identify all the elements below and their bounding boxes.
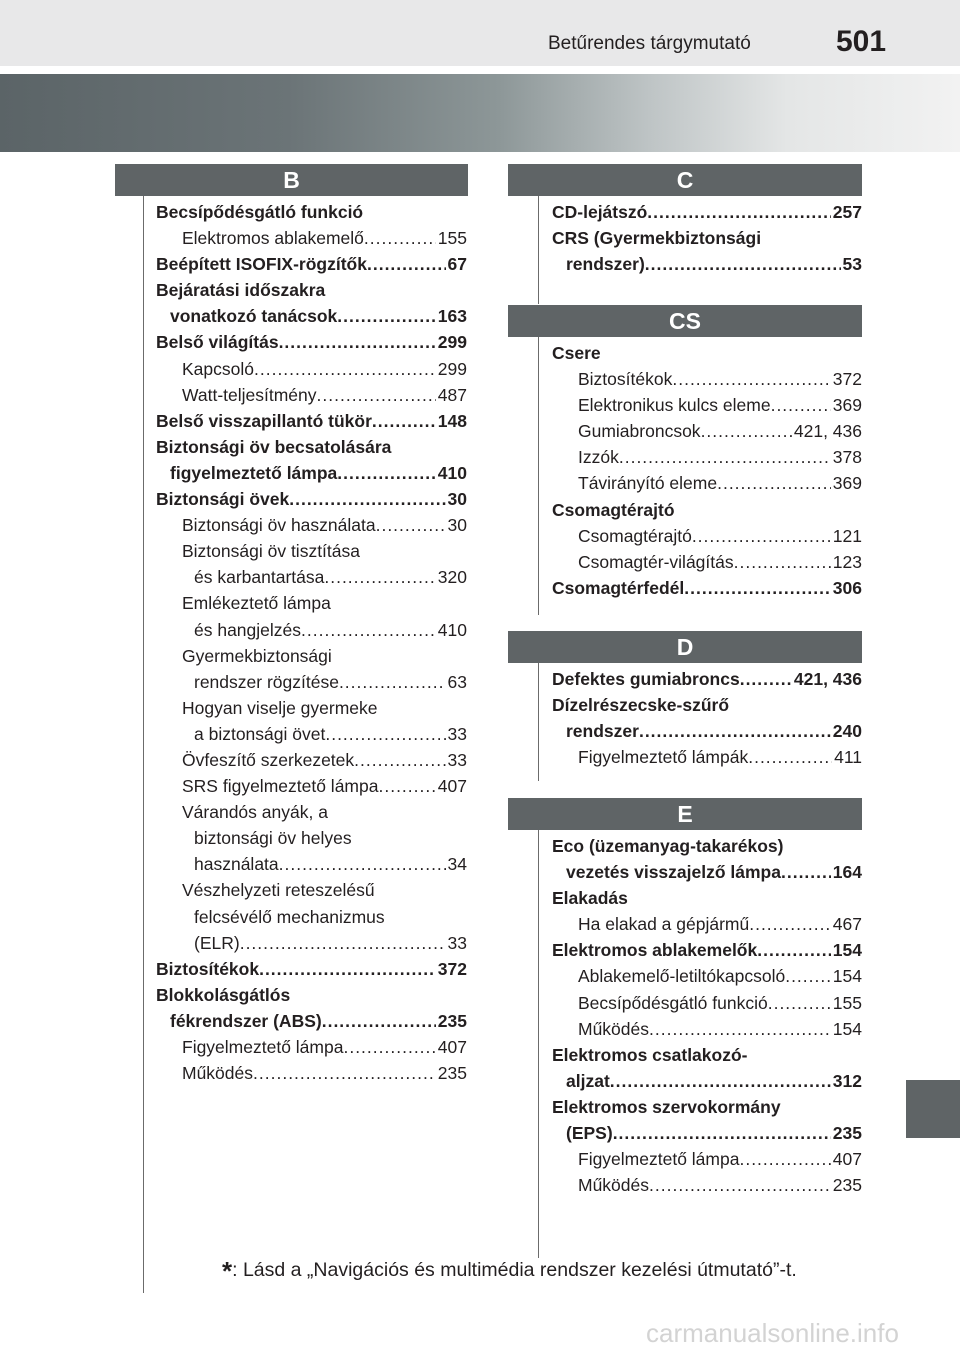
index-entry (156, 617, 467, 643)
index-entry-page: 240 (832, 721, 862, 742)
index-entry (156, 460, 467, 486)
index-entry (156, 408, 467, 434)
index-entry-page: 154 (832, 1018, 862, 1039)
index-entry-label: Defektes gumiabroncs (552, 669, 740, 689)
index-entry-label: Elektromos ablakemelők (552, 940, 758, 961)
index-entry-page: 407 (437, 1037, 467, 1057)
index-entry (156, 669, 467, 695)
index-entry (552, 937, 862, 963)
index-entry-page: 407 (832, 1149, 862, 1170)
section-header-c: C (508, 164, 862, 196)
index-entry-label: Biztonsági öv becsatolására (156, 436, 392, 457)
index-entry-page: 410 (437, 462, 467, 483)
index-entry (156, 329, 467, 355)
index-entry-page: 421, 436 (793, 421, 862, 442)
index-entry-label: vonatkozó tanácsok (170, 306, 338, 327)
index-entry-label: (ELR) (194, 932, 240, 953)
index-entry (156, 851, 467, 877)
index-entry (156, 1008, 467, 1034)
index-entry-page: 312 (832, 1070, 862, 1091)
dot-leader (619, 444, 831, 470)
index-entry-label: Működés (578, 1175, 650, 1196)
index-entry-page: 421, 436 (793, 669, 862, 689)
index-entry (156, 225, 467, 251)
column-rule-d (538, 663, 539, 781)
index-entry-page: 299 (437, 332, 467, 353)
index-entry-label: Kapcsoló (182, 358, 254, 379)
index-entry (156, 1034, 467, 1060)
index-entry (552, 470, 862, 496)
footnote-text: : Lásd a „Navigációs és multimédia rendszer kezelési útmutató”-t. (232, 1259, 797, 1281)
index-entry (156, 695, 467, 721)
dot-leader (376, 512, 446, 538)
index-entry (552, 199, 862, 225)
index-entry-label: Dízelrészecske-szűrő (552, 695, 730, 716)
dot-leader (781, 859, 831, 885)
index-entry-page: 163 (437, 306, 467, 327)
index-entry-label: Elektromos szervokormány (552, 1096, 781, 1117)
index-entry (552, 340, 862, 366)
dot-leader (364, 225, 436, 251)
column-rule-e (538, 830, 539, 1258)
dot-leader (367, 251, 446, 277)
dot-leader (734, 549, 831, 575)
dot-leader (757, 937, 831, 963)
index-entry-label: Csomagtérajtó (552, 499, 675, 520)
index-entry-page: 33 (447, 723, 467, 744)
index-entry-label: Ablakemelő-letiltókapcsoló (578, 966, 786, 987)
index-entry (552, 718, 862, 744)
index-entry-label: és hangjelzés (194, 619, 302, 640)
dot-leader (610, 1068, 831, 1094)
index-entry-page: 369 (832, 395, 862, 416)
index-entry-page: 372 (437, 958, 467, 979)
index-list-e (552, 833, 862, 1198)
index-entry-page: 30 (447, 489, 467, 510)
index-entry-label: Hogyan viselje gyermeke (182, 697, 378, 718)
index-entry-label: Elakadás (552, 888, 628, 909)
index-entry (552, 990, 862, 1016)
index-list-cs (552, 340, 862, 601)
index-entry-label: Bejáratási időszakra (156, 280, 326, 301)
dot-leader (739, 1146, 830, 1172)
index-entry (156, 799, 467, 825)
page-number: 501 (836, 25, 887, 58)
index-entry-page: 63 (447, 671, 467, 692)
dot-leader (325, 721, 445, 747)
index-entry-label: Elektromos csatlakozó- (552, 1044, 748, 1065)
index-entry (156, 773, 467, 799)
index-entry (156, 904, 467, 930)
index-entry-label: Figyelmeztető lámpa (578, 1149, 740, 1170)
index-entry (552, 1094, 862, 1120)
index-entry-label: Működés (182, 1063, 254, 1084)
index-entry-label: Működés (578, 1018, 650, 1039)
index-entry-page: 235 (437, 1010, 467, 1031)
index-entry-page: 123 (832, 551, 862, 572)
dot-leader (717, 470, 831, 496)
index-entry (552, 666, 862, 692)
index-entry (552, 859, 862, 885)
index-entry (552, 575, 862, 601)
index-entry-page: 164 (832, 862, 862, 883)
dot-leader (339, 669, 446, 695)
chapter-thumb-tab (906, 1080, 960, 1138)
dot-leader (768, 990, 831, 1016)
index-entry-label: és karbantartása (194, 567, 325, 588)
index-entry (552, 392, 862, 418)
index-entry (156, 1060, 467, 1086)
index-entry (156, 199, 467, 225)
index-entry-page: 67 (447, 254, 467, 275)
index-entry (156, 721, 467, 747)
index-entry-label: Csere (552, 343, 601, 363)
watermark: carmanualsonline.info (646, 1318, 899, 1348)
index-entry-label: Blokkolásgátlós (156, 984, 291, 1005)
index-entry-label: rendszer) (566, 254, 645, 275)
dot-leader (740, 666, 792, 692)
section-header-e: E (508, 798, 862, 830)
index-entry-page: 154 (832, 966, 862, 987)
header-gradient-band (0, 74, 960, 152)
index-entry (156, 251, 467, 277)
index-entry (552, 833, 862, 859)
index-entry-page: 33 (447, 932, 467, 953)
index-entry-label: Izzók (578, 447, 619, 468)
index-entry (552, 1016, 862, 1042)
index-entry-page: 411 (834, 747, 862, 768)
index-entry-page: 320 (437, 567, 467, 588)
index-entry (552, 885, 862, 911)
index-entry (156, 564, 467, 590)
index-entry (552, 497, 862, 523)
index-entry-label: Csomagtérajtó (578, 525, 692, 546)
column-rule-cs (538, 337, 539, 615)
index-entry (552, 744, 862, 770)
index-list-d (552, 666, 862, 770)
index-entry (156, 956, 467, 982)
dot-leader (289, 486, 445, 512)
index-entry-page: 299 (437, 358, 467, 379)
section-header-cs: CS (508, 305, 862, 337)
page-header (0, 0, 960, 66)
index-entry (552, 692, 862, 718)
column-rule-left (143, 196, 144, 1293)
index-entry-label: Vészhelyzeti reteszelésű (182, 880, 375, 901)
index-entry-page: 372 (832, 369, 862, 390)
dot-leader (613, 1120, 831, 1146)
index-entry (156, 434, 467, 460)
index-entry (156, 486, 467, 512)
index-entry-label: Távirányító eleme (578, 473, 718, 494)
index-entry-label: Övfeszítő szerkezetek (182, 749, 355, 770)
index-entry-label: Biztonsági öv használata (182, 515, 376, 536)
dot-leader (785, 963, 831, 989)
dot-leader (240, 930, 446, 956)
dot-leader (378, 773, 435, 799)
index-entry-page: 487 (437, 384, 467, 405)
index-entry-label: Figyelmeztető lámpák (578, 747, 749, 768)
dot-leader (253, 1060, 436, 1086)
index-entry-label: aljzat (566, 1070, 610, 1091)
index-entry (552, 549, 862, 575)
index-entry-label: Figyelmeztető lámpa (182, 1037, 344, 1057)
index-entry-page: 369 (832, 473, 862, 494)
index-entry-label: figyelmeztető lámpa (170, 462, 338, 483)
index-entry-page: 235 (832, 1175, 862, 1196)
dot-leader (354, 747, 445, 773)
index-entry-page: 257 (832, 202, 862, 222)
index-entry (156, 356, 467, 382)
index-entry-label: Becsípődésgátló funkció (156, 202, 364, 222)
index-entry (156, 303, 467, 329)
dot-leader (254, 356, 436, 382)
dot-leader (645, 251, 841, 277)
index-entry-label: használata (194, 854, 279, 875)
index-entry-label: Ha elakad a gépjármű (578, 914, 750, 935)
index-entry (156, 982, 467, 1008)
footnote-asterisk: * (222, 1256, 233, 1286)
index-entry (156, 277, 467, 303)
index-entry-label: Csomagtérfedél (552, 577, 685, 598)
index-entry (156, 747, 467, 773)
index-entry (552, 523, 862, 549)
index-entry-label: Gyermekbiztonsági (182, 645, 332, 666)
index-entry-label: Biztonsági öv tisztítása (182, 541, 360, 562)
index-entry-label: (EPS) (566, 1123, 613, 1144)
index-entry-page: 235 (437, 1063, 467, 1084)
footnote (222, 1256, 797, 1287)
index-entry-page: 378 (832, 447, 862, 468)
dot-leader (748, 744, 832, 770)
index-entry (552, 1068, 862, 1094)
index-entry (552, 1120, 862, 1146)
dot-leader (337, 460, 436, 486)
index-entry-label: Biztosítékok (578, 369, 673, 390)
dot-leader (692, 523, 831, 549)
index-entry (552, 418, 862, 444)
index-entry-label: Watt-teljesítmény (182, 384, 317, 405)
index-entry-label: Gumiabroncsok (578, 421, 701, 442)
index-entry-label: Belső világítás (156, 332, 279, 353)
index-entry-label: vezetés visszajelző lámpa (566, 862, 781, 883)
index-entry-page: 30 (447, 515, 467, 536)
dot-leader (701, 418, 792, 444)
dot-leader (372, 408, 436, 434)
dot-leader (324, 564, 435, 590)
index-entry-label: Eco (üzemanyag-takarékos) (552, 836, 784, 856)
dot-leader (322, 1008, 436, 1034)
index-entry-label: Biztonsági övek (156, 489, 290, 510)
index-entry-label: Beépített ISOFIX-rögzítők (156, 254, 367, 275)
index-entry (156, 930, 467, 956)
dot-leader (301, 617, 436, 643)
index-entry (156, 825, 467, 851)
index-entry-page: 155 (437, 228, 467, 249)
index-entry-page: 407 (437, 776, 467, 797)
dot-leader (749, 911, 831, 937)
dot-leader (647, 199, 831, 225)
dot-leader (649, 1016, 831, 1042)
index-entry (552, 366, 862, 392)
index-entry-label: CD-lejátszó (552, 202, 648, 222)
index-entry-label: felcsévélő mechanizmus (194, 906, 385, 927)
dot-leader (279, 851, 446, 877)
index-entry-page: 154 (832, 940, 862, 961)
column-rule-c (538, 196, 539, 304)
index-entry-label: Csomagtér-világítás (578, 551, 734, 572)
dot-leader (279, 329, 436, 355)
index-entry-page: 33 (447, 749, 467, 770)
dot-leader (771, 392, 831, 418)
index-entry (156, 643, 467, 669)
index-list-c (552, 199, 862, 277)
index-entry-page: 235 (832, 1123, 862, 1144)
index-entry (552, 963, 862, 989)
index-entry-page: 410 (437, 619, 467, 640)
index-entry (156, 382, 467, 408)
index-entry-page: 53 (842, 254, 862, 275)
index-entry-label: rendszer rögzítése (194, 671, 339, 692)
index-entry-label: SRS figyelmeztető lámpa (182, 776, 379, 797)
index-list-b (156, 199, 467, 1086)
index-entry (552, 251, 862, 277)
index-entry (552, 911, 862, 937)
index-entry-label: rendszer (566, 721, 639, 742)
index-entry (156, 877, 467, 903)
page-title: Betűrendes tárgymutató (548, 33, 751, 54)
index-entry-label: Elektronikus kulcs eleme (578, 395, 771, 416)
index-entry (156, 538, 467, 564)
index-entry (552, 444, 862, 470)
index-entry-page: 467 (832, 914, 862, 935)
index-entry-label: a biztonsági övet (194, 723, 326, 744)
index-entry (552, 225, 862, 251)
section-header-d: D (508, 631, 862, 663)
section-header-b: B (115, 164, 468, 196)
dot-leader (343, 1034, 435, 1060)
index-entry-page: 121 (832, 525, 862, 546)
index-entry-label: Emlékeztető lámpa (182, 593, 331, 614)
index-entry-label: biztonsági öv helyes (194, 828, 352, 849)
index-entry (552, 1042, 862, 1068)
index-entry-page: 34 (447, 854, 467, 875)
index-entry-page: 155 (832, 992, 862, 1013)
index-entry-label: Biztosítékok (156, 958, 260, 979)
dot-leader (649, 1172, 831, 1198)
dot-leader (337, 303, 436, 329)
dot-leader (639, 718, 831, 744)
dot-leader (259, 956, 436, 982)
index-entry (552, 1172, 862, 1198)
index-entry-label: Elektromos ablakemelő (182, 228, 364, 249)
index-entry-label: fékrendszer (ABS) (170, 1010, 322, 1031)
index-entry-label: Becsípődésgátló funkció (578, 992, 768, 1013)
dot-leader (684, 575, 831, 601)
index-entry-label: CRS (Gyermekbiztonsági (552, 228, 762, 249)
dot-leader (672, 366, 830, 392)
index-entry (156, 512, 467, 538)
index-entry (552, 1146, 862, 1172)
index-entry-page: 148 (437, 410, 467, 431)
dot-leader (317, 382, 436, 408)
index-entry (156, 590, 467, 616)
index-entry-page: 306 (832, 577, 862, 598)
index-entry-label: Belső visszapillantó tükör (156, 410, 372, 431)
index-entry-label: Várandós anyák, a (182, 802, 328, 823)
